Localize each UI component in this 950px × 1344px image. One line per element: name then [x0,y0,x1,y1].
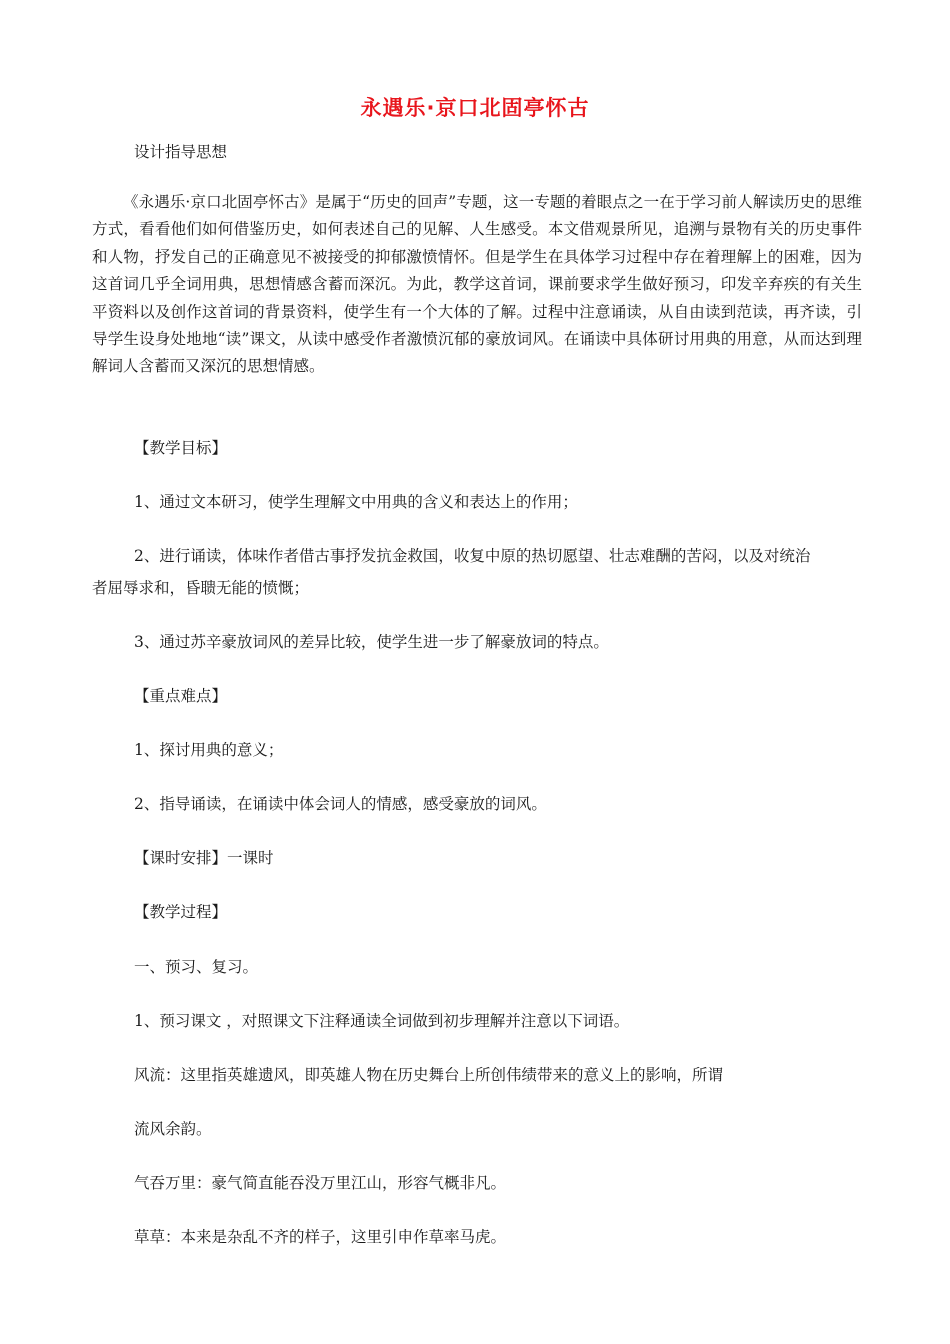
key-heading: 【重点难点】 [134,687,228,705]
key-item-2: 2、指导诵读，在诵读中体会词人的情感，感受豪放的词风。 [134,795,547,813]
goal-item-2-line-1: 2、进行诵读，体味作者借古事抒发抗金救国，收复中原的热切愿望、壮志难酬的苦闷，以及对统治 [134,547,811,565]
process-heading: 【教学过程】 [134,903,228,921]
term-fengliu: 风流：这里指英雄遗风，即英雄人物在历史舞台上所创伟绩带来的意义上的影响，所谓 [134,1066,724,1084]
intro-paragraph: 《永遇乐·京口北固亭怀古》是属于“历史的回声”专题，这一专题的着眼点之一在于学习前人解读历史的思维方式，看看他们如何借鉴历史，如何表述自己的见解、人生感受。本文借观景所见，追溯与景物有关的历史事件和人物，抒发自己的正确意见不被接受的抑郁激愤情怀。但是学生在具体学习过程中存在着理解上的困难，因为这首词几乎全词用典，思想情感含蓄而深沉。为此，教学这首词，课前要求学生做好预习，印发辛弃疾的有关生平资料以及创作这首词的背景资料，使学生有一个大体的了解。过程中注意诵读，从自由读到范读，再齐读，引导学生设身处地地“读”课文，从读中感受作者激愤沉郁的豪放词风。在诵读中具体研讨用典的用意，从而达到理解词人含蓄而又深沉的思想情感。 [92,193,862,376]
term-qitun: 气吞万里：豪气简直能吞没万里江山，形容气概非凡。 [134,1174,507,1192]
goals-heading: 【教学目标】 [134,439,228,457]
goal-item-3: 3、通过苏辛豪放词风的差异比较，使学生进一步了解豪放词的特点。 [134,633,609,651]
key-item-1: 1、探讨用典的意义； [134,741,284,759]
design-heading: 设计指导思想 [134,143,228,161]
step-1: 一、预习、复习。 [134,958,259,976]
term-caocao: 草草：本来是杂乱不齐的样子，这里引申作草率马虎。 [134,1228,507,1246]
goal-item-1: 1、通过文本研习，使学生理解文中用典的含义和表达上的作用； [134,493,578,511]
schedule-line: 【课时安排】一课时 [134,849,274,867]
step-1-1: 1、预习课文 ，对照课文下注释通读全词做到初步理解并注意以下词语。 [134,1012,630,1030]
goal-item-2-line-2: 者屈辱求和，昏聩无能的愤慨； [92,579,310,597]
document-title: 永遇乐·京口北固亭怀古 [360,96,590,120]
term-fengliu-continued: 流风余韵。 [134,1120,212,1138]
